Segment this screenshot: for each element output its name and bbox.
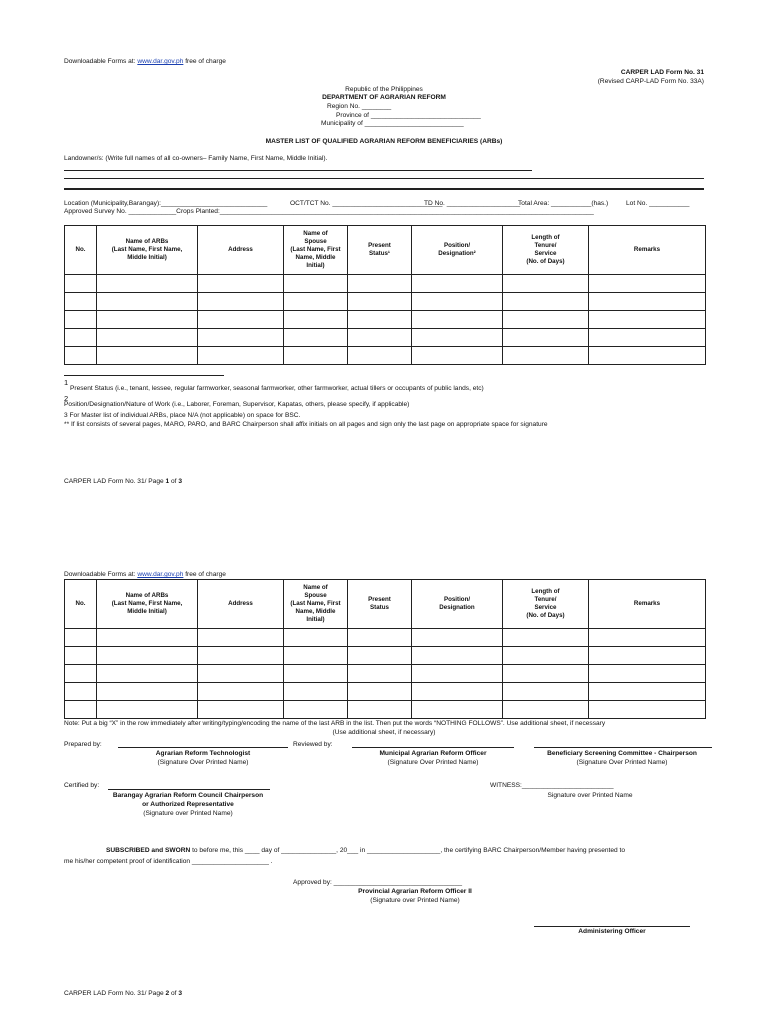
table-cell[interactable] xyxy=(284,665,348,683)
col-header-address: Address xyxy=(198,226,284,275)
download-prefix: Downloadable Forms at: xyxy=(64,571,136,578)
dar-website-link[interactable]: www.dar.gov.ph xyxy=(137,571,184,578)
paro-title: Provincial Agrarian Reform Officer II xyxy=(358,888,472,895)
table-cell[interactable] xyxy=(348,629,412,647)
reviewed-by-signature-line xyxy=(352,747,514,748)
table-cell[interactable] xyxy=(412,293,503,311)
table-cell[interactable] xyxy=(503,683,589,701)
table-row xyxy=(65,275,706,293)
table-cell[interactable] xyxy=(589,311,706,329)
col-header-present-status: Present Status¹ xyxy=(348,226,412,275)
table-cell[interactable] xyxy=(97,665,198,683)
table-cell[interactable] xyxy=(348,311,412,329)
table-cell[interactable] xyxy=(198,629,284,647)
col-header-no: No. xyxy=(65,226,97,275)
maro-title: Municipal Agrarian Reform Officer xyxy=(379,750,487,757)
administering-officer-signature-line xyxy=(534,926,690,927)
table-cell[interactable] xyxy=(503,347,589,365)
lot-field: Lot No. ___________ xyxy=(626,200,690,207)
footer-of: of xyxy=(169,478,179,485)
approved-by-field: Approved by: ___________________________________ xyxy=(293,879,463,886)
barc-title-2: or Authorized Representative xyxy=(142,801,234,808)
footnote-4: ** If list consists of several pages, MARO, PARO, and BARC Chairperson shall affix initials on all pages and sign only the last page on appropriate space for signature xyxy=(64,421,548,428)
sworn-statement xyxy=(64,847,704,866)
table-cell[interactable] xyxy=(412,311,503,329)
table-cell[interactable] xyxy=(412,647,503,665)
col-header-arb-name: Name of ARBs (Last Name, First Name, Middle Initial) xyxy=(97,226,198,275)
additional-sheet-note: (Use additional sheet, if necessary) xyxy=(332,729,436,736)
arb-master-list-table xyxy=(64,225,706,365)
table-cell[interactable] xyxy=(589,629,706,647)
region-field: Region No. ________ xyxy=(327,103,392,110)
table-cell[interactable] xyxy=(412,665,503,683)
table-cell[interactable] xyxy=(589,647,706,665)
landowner-line-2 xyxy=(64,178,704,179)
table-cell[interactable] xyxy=(348,683,412,701)
table-cell[interactable] xyxy=(284,629,348,647)
table-row xyxy=(65,647,706,665)
table-cell[interactable] xyxy=(348,329,412,347)
table-cell[interactable] xyxy=(65,293,97,311)
table-cell[interactable] xyxy=(348,701,412,719)
reviewed-by-label: Reviewed by: xyxy=(293,741,333,748)
table-cell[interactable] xyxy=(97,311,198,329)
download-suffix: free of charge xyxy=(185,571,226,578)
table-cell[interactable] xyxy=(348,647,412,665)
table-cell[interactable] xyxy=(589,329,706,347)
download-note-2 xyxy=(64,571,226,579)
table-cell[interactable] xyxy=(198,329,284,347)
table-cell[interactable] xyxy=(198,665,284,683)
download-prefix: Downloadable Forms at: xyxy=(64,58,136,65)
table-cell[interactable] xyxy=(348,275,412,293)
col-header-position: Position/ Designation xyxy=(412,580,503,629)
table-cell[interactable] xyxy=(412,701,503,719)
table-cell[interactable] xyxy=(503,629,589,647)
col-header-no: No. xyxy=(65,580,97,629)
col-header-tenure: Length of Tenure/ Service (No. of Days) xyxy=(503,580,589,629)
table-row xyxy=(65,329,706,347)
table-cell[interactable] xyxy=(284,647,348,665)
table-row xyxy=(65,347,706,365)
footnote-1 xyxy=(64,378,484,393)
table-cell[interactable] xyxy=(65,683,97,701)
table-cell[interactable] xyxy=(65,275,97,293)
oct-tct-field: OCT/TCT No. ______________________________ xyxy=(290,200,443,207)
nothing-follows-note: Note: Put a big “X” in the row immediately after writing/typing/encoding the name of the last ARB in the list. Then put the words “NOTHING FOLLOWS”. Use additional sheet, if necessary xyxy=(64,720,606,727)
col-header-address: Address xyxy=(198,580,284,629)
col-header-arb-name: Name of ARBs (Last Name, First Name, Middle Initial) xyxy=(97,580,198,629)
table-cell[interactable] xyxy=(589,701,706,719)
dar-website-link[interactable]: www.dar.gov.ph xyxy=(137,58,184,65)
table-row xyxy=(65,683,706,701)
col-header-spouse: Name of Spouse (Last Name, First Name, Middle Initial) xyxy=(284,580,348,629)
td-field: TD No. ____________________ xyxy=(424,200,521,207)
prepared-by-signature-line xyxy=(118,747,288,748)
download-suffix: free of charge xyxy=(185,58,226,65)
barc-title: Barangay Agrarian Reform Council Chairperson xyxy=(112,792,264,799)
table-cell[interactable] xyxy=(503,311,589,329)
table-cell[interactable] xyxy=(284,329,348,347)
footer-total-pages: 3 xyxy=(178,478,183,485)
table-cell[interactable] xyxy=(412,347,503,365)
table-cell[interactable] xyxy=(503,329,589,347)
table-cell[interactable] xyxy=(97,275,198,293)
table-cell[interactable] xyxy=(412,683,503,701)
table-cell[interactable] xyxy=(198,347,284,365)
witness-field: WITNESS:_________________________ xyxy=(490,782,614,789)
col-header-remarks: Remarks xyxy=(589,226,706,275)
total-area-field: Total Area: ___________(has.) xyxy=(518,200,609,207)
table-cell[interactable] xyxy=(589,275,706,293)
table-cell[interactable] xyxy=(65,701,97,719)
table-cell[interactable] xyxy=(65,329,97,347)
table-cell[interactable] xyxy=(65,347,97,365)
table-cell[interactable] xyxy=(348,293,412,311)
bsc-signature-caption: (Signature Over Printed Name) xyxy=(576,759,668,766)
art-title: Agrarian Reform Technologist xyxy=(155,750,251,757)
footnote-2 xyxy=(64,394,409,409)
table-cell[interactable] xyxy=(503,701,589,719)
table-row xyxy=(65,701,706,719)
table-cell[interactable] xyxy=(284,311,348,329)
col-header-spouse: Name of Spouse (Last Name, First Name, Middle Initial) xyxy=(284,226,348,275)
page-footer xyxy=(64,478,182,486)
table-row xyxy=(65,293,706,311)
paro-signature-caption: (Signature over Printed Name) xyxy=(370,897,460,904)
table-cell[interactable] xyxy=(589,347,706,365)
table-cell[interactable] xyxy=(412,275,503,293)
table-cell[interactable] xyxy=(412,629,503,647)
table-cell[interactable] xyxy=(97,701,198,719)
table-cell[interactable] xyxy=(348,347,412,365)
table-cell[interactable] xyxy=(65,311,97,329)
download-note xyxy=(64,58,226,66)
table-row xyxy=(65,311,706,329)
table-cell[interactable] xyxy=(503,665,589,683)
table-cell[interactable] xyxy=(97,647,198,665)
location-field: Location (Municipality,Barangay):_____________________________ xyxy=(64,200,268,207)
footnote-3: 3 For Master list of individual ARBs, place N/A (not applicable) on space for BSC. xyxy=(64,412,301,419)
table-cell[interactable] xyxy=(589,665,706,683)
witness-signature-caption: Signature over Printed Name xyxy=(547,792,633,799)
col-header-position: Position/ Designation² xyxy=(412,226,503,275)
footer-total-pages: 3 xyxy=(178,990,183,997)
landowner-line-1 xyxy=(64,170,532,171)
barc-signature-caption: (Signature over Printed Name) xyxy=(143,810,233,817)
col-header-tenure: Length of Tenure/ Service (No. of Days) xyxy=(503,226,589,275)
art-signature-caption: (Signature Over Printed Name) xyxy=(157,759,249,766)
sworn-text: to before me, this ____ day of _______________, 20___ in ____________________, the certifying BARC Chairperson/Member having presented to xyxy=(190,847,626,854)
col-header-present-status: Present Status xyxy=(348,580,412,629)
sworn-line-2: me his/her competent proof of identification _____________________ . xyxy=(64,858,273,866)
footer-page-number: 1 xyxy=(165,478,170,485)
table-cell[interactable] xyxy=(65,647,97,665)
table-cell[interactable] xyxy=(589,293,706,311)
table-cell[interactable] xyxy=(65,665,97,683)
table-cell[interactable] xyxy=(503,275,589,293)
footnote-2-number: 2 xyxy=(64,394,69,403)
table-cell[interactable] xyxy=(198,293,284,311)
table-cell[interactable] xyxy=(503,293,589,311)
certified-by-label: Certified by: xyxy=(64,782,100,789)
maro-signature-caption: (Signature Over Printed Name) xyxy=(387,759,479,766)
table-cell[interactable] xyxy=(589,683,706,701)
bsc-signature-line xyxy=(534,747,712,748)
revised-form-number: (Revised CARP-LAD Form No. 33A) xyxy=(597,78,704,85)
table-cell[interactable] xyxy=(412,329,503,347)
table-cell[interactable] xyxy=(348,665,412,683)
arb-master-list-table-continued xyxy=(64,579,706,719)
table-cell[interactable] xyxy=(97,683,198,701)
footnote-separator xyxy=(64,375,224,376)
table-cell[interactable] xyxy=(97,629,198,647)
prepared-by-label: Prepared by: xyxy=(64,741,102,748)
survey-crops-field: Approved Survey No. _____________Crops Planted:______________________________________________________________________________________________________ xyxy=(64,208,594,215)
table-cell[interactable] xyxy=(198,647,284,665)
table-cell[interactable] xyxy=(284,683,348,701)
republic-heading: Republic of the Philippines xyxy=(345,86,423,93)
table-cell[interactable] xyxy=(65,629,97,647)
table-row xyxy=(65,665,706,683)
page-footer-2 xyxy=(64,990,182,998)
table-cell[interactable] xyxy=(198,275,284,293)
table-row xyxy=(65,629,706,647)
sworn-bold: SUBSCRIBED and SWORN xyxy=(106,847,191,854)
footnote-2-text: Position/Designation/Nature of Work (i.e., Laborer, Foreman, Supervisor, Kapatas, others, please specify, if applicable) xyxy=(64,401,410,409)
section-divider xyxy=(64,188,704,190)
table-cell[interactable] xyxy=(97,293,198,311)
province-field: Province of ______________________________ xyxy=(336,112,481,119)
department-heading: DEPARTMENT OF AGRARIAN REFORM xyxy=(322,94,446,101)
table-cell[interactable] xyxy=(284,275,348,293)
table-cell[interactable] xyxy=(97,329,198,347)
table-cell[interactable] xyxy=(284,701,348,719)
footnote-1-number: 1 xyxy=(64,378,69,387)
municipality-field: Municipality of ___________________________ xyxy=(321,120,464,127)
footer-label: CARPER LAD Form No. 31/ Page xyxy=(64,478,166,485)
administering-officer-title: Administering Officer xyxy=(578,928,646,935)
table-cell[interactable] xyxy=(97,347,198,365)
footnote-1-text: Present Status (i.e., tenant, lessee, regular farmworker, seasonal farmworker, other farmworker, actual tillers or occupants of public lands, etc) xyxy=(70,385,484,393)
footer-label: CARPER LAD Form No. 31/ Page xyxy=(64,990,166,997)
form-number: CARPER LAD Form No. 31 xyxy=(620,69,704,76)
certified-by-signature-line xyxy=(108,789,270,790)
col-header-remarks: Remarks xyxy=(589,580,706,629)
form-title: MASTER LIST OF QUALIFIED AGRARIAN REFORM BENEFICIARIES (ARBs) xyxy=(265,138,503,145)
table-cell[interactable] xyxy=(198,701,284,719)
table-cell[interactable] xyxy=(198,311,284,329)
table-cell[interactable] xyxy=(284,347,348,365)
bsc-title: Beneficiary Screening Committee - Chairperson xyxy=(547,750,697,757)
table-cell[interactable] xyxy=(284,293,348,311)
table-cell[interactable] xyxy=(198,683,284,701)
table-cell[interactable] xyxy=(503,647,589,665)
footer-of: of xyxy=(169,990,179,997)
landowner-field: Landowner/s: (Write full names of all co-owners– Family Name, First Name, Middle Initial). xyxy=(64,155,328,162)
footer-page-number: 2 xyxy=(165,990,170,997)
